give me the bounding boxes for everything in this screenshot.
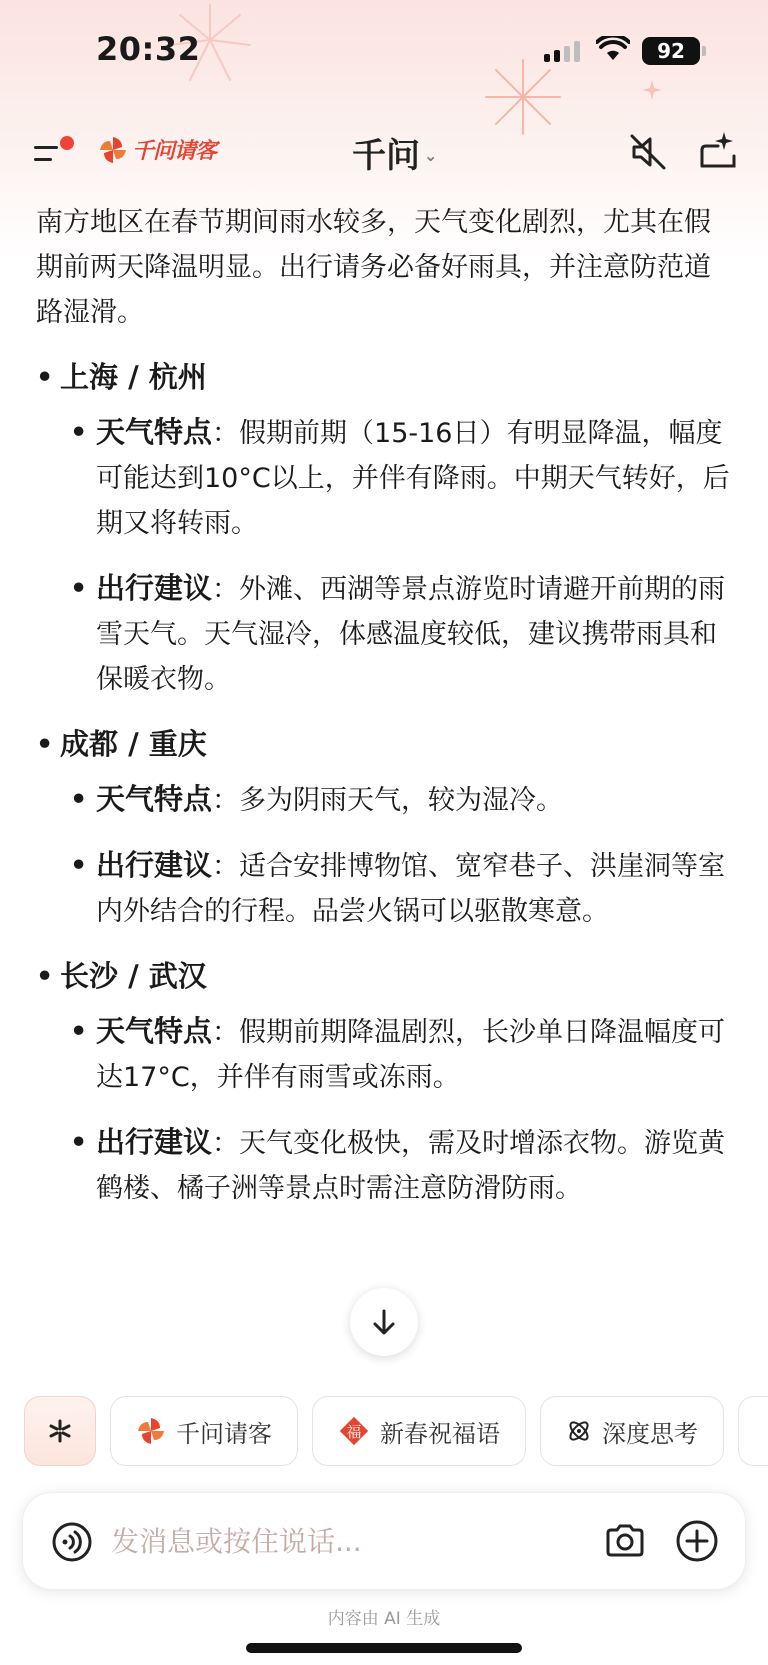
bullet: • — [70, 573, 88, 604]
chip-label: 千问请客 — [176, 1419, 272, 1448]
battery-indicator: 92 — [642, 37, 700, 65]
chip-label: 新春祝福语 — [380, 1419, 500, 1448]
asterisk-icon — [47, 1418, 73, 1444]
status-time: 20:32 — [96, 30, 201, 68]
list-item: • 出行建议：外滩、西湖等景点游览时请避开前期的雨雪天气。天气湿冷，体感温度较低，建议携带雨具和保暖衣物。 — [70, 566, 736, 702]
pinwheel-icon — [98, 135, 128, 165]
chip-asterisk[interactable] — [24, 1396, 96, 1466]
message-input[interactable] — [111, 1515, 581, 1567]
brand-logo[interactable] — [98, 134, 216, 165]
menu-button[interactable] — [32, 132, 72, 172]
plus-icon[interactable] — [675, 1519, 719, 1563]
bullet: • — [70, 850, 88, 881]
bullet: • — [70, 417, 88, 448]
status-bar — [0, 0, 768, 100]
arrow-down-icon — [369, 1307, 399, 1337]
chevron-down-icon: ⌄ — [424, 146, 438, 165]
voice-input-icon[interactable] — [51, 1521, 93, 1563]
chip-more[interactable] — [738, 1396, 768, 1466]
list-item: • 天气特点：假期前期降温剧烈，长沙单日降温幅度可达17°C，并伴有雨雪或冻雨。 — [70, 1009, 736, 1100]
assistant-message — [36, 200, 736, 1375]
camera-icon[interactable] — [603, 1519, 647, 1563]
ai-disclaimer: 内容由 AI 生成 — [327, 1609, 441, 1629]
intro-paragraph: 南方地区在春节期间雨水较多，天气变化剧烈，尤其在假期前两天降温明显。出行请务必备好雨具，并注意防范道路湿滑。 — [36, 207, 711, 328]
bullet: • — [36, 961, 54, 992]
pinwheel-icon — [136, 1416, 166, 1446]
list-item: • 出行建议：天气变化极快，需及时增添衣物。游览黄鹤楼、橘子洲等景点时需注意防滑防雨。 — [70, 1120, 736, 1211]
home-indicator[interactable] — [246, 1643, 522, 1653]
svg-text:福: 福 — [346, 1423, 362, 1441]
chip-new-year-greetings[interactable] — [312, 1396, 526, 1466]
wifi-icon — [596, 36, 630, 62]
quick-action-chips — [0, 1396, 768, 1468]
model-selector[interactable] — [352, 128, 437, 177]
chip-label: 深度思考 — [602, 1419, 698, 1448]
scroll-to-bottom-button[interactable] — [350, 1288, 418, 1356]
speaker-mute-icon[interactable] — [626, 130, 670, 174]
list-item: • 天气特点：多为阴雨天气，较为湿冷。 — [70, 777, 736, 823]
city-heading: • 上海 / 杭州 — [36, 355, 736, 400]
page-title: 千问 — [352, 136, 420, 176]
new-chat-sparkle-icon[interactable] — [696, 128, 740, 172]
app-header — [0, 120, 768, 184]
bullet: • — [36, 729, 54, 760]
list-item: • 出行建议：适合安排博物馆、宽窄巷子、洪崖洞等室内外结合的行程。品尝火锅可以驱散寒意。 — [70, 843, 736, 934]
bullet: • — [70, 784, 88, 815]
brand-name: 千问请客 — [132, 139, 217, 164]
notification-dot — [60, 136, 74, 150]
city-heading: • 长沙 / 武汉 — [36, 954, 736, 999]
deep-think-icon — [566, 1418, 592, 1444]
bullet: • — [70, 1016, 88, 1047]
chip-deep-thinking[interactable] — [540, 1396, 724, 1466]
bullet: • — [36, 362, 54, 393]
chip-qianwen-treat[interactable] — [110, 1396, 298, 1466]
fu-icon — [338, 1415, 370, 1447]
bullet: • — [70, 1127, 88, 1158]
message-composer — [22, 1492, 746, 1590]
city-heading: • 成都 / 重庆 — [36, 722, 736, 767]
list-item: • 天气特点：假期前期（15-16日）有明显降温，幅度可能达到10°C以上，并伴有降雨。中期天气转好，后期又将转雨。 — [70, 410, 736, 546]
cellular-signal-icon — [544, 40, 580, 62]
